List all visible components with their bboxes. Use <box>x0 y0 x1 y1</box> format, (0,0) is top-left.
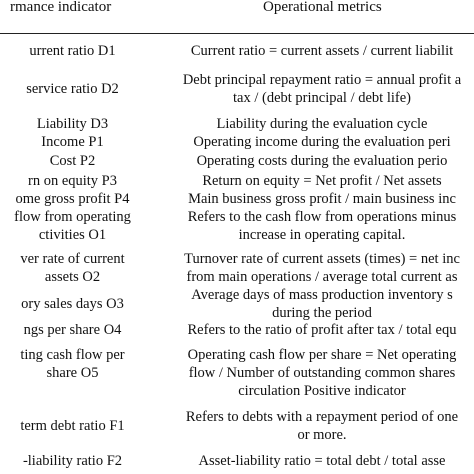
indicator-text: Liability D3 <box>36 116 109 132</box>
performance-indicator-cell <box>0 452 145 470</box>
indicator-text: rn on equity P3 <box>27 173 117 189</box>
performance-indicator-cell <box>0 295 145 313</box>
indicator-text: ngs per share O4 <box>23 322 122 338</box>
metric-text: Refers to debts with a repayment period of one <box>185 409 459 425</box>
operational-metric-cell <box>152 133 474 151</box>
performance-indicator-cell <box>0 208 145 244</box>
metric-text: Current ratio = current assets / current liabilit <box>190 43 454 59</box>
performance-indicator-cell <box>0 152 145 170</box>
performance-indicator-cell <box>0 80 145 98</box>
performance-indicator-cell <box>0 250 145 286</box>
operational-metric-cell <box>152 250 474 286</box>
indicator-text: ting cash flow per <box>20 347 125 363</box>
indicator-text: ory sales days O3 <box>21 296 124 312</box>
indicator-text: flow from operating <box>14 209 131 225</box>
indicator-text: ctivities O1 <box>38 227 107 243</box>
header-operational-metrics: Operational metrics <box>263 0 382 15</box>
indicator-text: assets O2 <box>44 269 101 285</box>
metric-text: Operating costs during the evaluation perio <box>196 153 448 169</box>
metric-text: Main business gross profit / main business inc <box>188 191 456 207</box>
operational-metric-cell <box>152 346 474 400</box>
indicator-text: share O5 <box>46 365 99 381</box>
performance-indicator-cell <box>0 417 145 435</box>
operational-metric-cell <box>152 408 474 444</box>
operational-metric-cell <box>152 115 474 133</box>
metric-text: Average days of mass production inventory s <box>191 287 453 303</box>
metric-text: Refers to the ratio of profit after tax / total equ <box>187 322 457 338</box>
metric-text: Refers to the cash flow from operations minus <box>187 209 457 225</box>
performance-indicator-cell <box>0 42 145 60</box>
metric-text: circulation Positive indicator <box>238 383 406 399</box>
metric-text: tax / (debt principal / debt life) <box>233 90 411 106</box>
metric-text: Turnover rate of current assets (times) = net inc <box>184 251 460 267</box>
operational-metric-cell <box>152 71 474 107</box>
operational-metric-cell <box>152 208 474 244</box>
operational-metric-cell <box>152 152 474 170</box>
indicator-text: ver rate of current <box>20 251 125 267</box>
operational-metric-cell <box>152 42 474 60</box>
metric-text: Operating cash flow per share = Net operating <box>187 347 457 363</box>
indicator-text: Cost P2 <box>49 153 96 169</box>
metric-text: Return on equity = Net profit / Net assets <box>202 173 442 189</box>
indicator-text: ome gross profit P4 <box>15 191 130 207</box>
header-divider <box>0 33 474 34</box>
metric-text: Liability during the evaluation cycle <box>216 116 428 132</box>
performance-indicator-cell <box>0 133 145 151</box>
performance-indicator-cell <box>0 190 145 208</box>
indicator-text: service ratio D2 <box>26 81 119 97</box>
indicator-text: Income P1 <box>41 134 104 150</box>
metric-text: Debt principal repayment ratio = annual profit a <box>182 72 462 88</box>
indicator-text: urrent ratio D1 <box>29 43 116 59</box>
metric-text: from main operations / average total current as <box>186 269 458 285</box>
operational-metric-cell <box>152 321 474 339</box>
indicator-text: -liability ratio F2 <box>22 453 123 469</box>
header-performance-indicator: rmance indicator <box>10 0 112 15</box>
operational-metric-cell <box>152 172 474 190</box>
performance-indicator-cell <box>0 115 145 133</box>
operational-metric-cell <box>152 452 474 470</box>
metric-text: during the period <box>272 305 372 321</box>
metric-text: or more. <box>297 427 347 443</box>
indicator-text: term debt ratio F1 <box>20 418 125 434</box>
performance-indicator-cell <box>0 321 145 339</box>
metric-text: Operating income during the evaluation peri <box>193 134 451 150</box>
operational-metric-cell <box>152 286 474 322</box>
performance-indicator-cell <box>0 172 145 190</box>
metric-text: increase in operating capital. <box>238 227 406 243</box>
metric-text: flow / Number of outstanding common shares <box>188 365 456 381</box>
performance-indicator-cell <box>0 346 145 382</box>
operational-metric-cell <box>152 190 474 208</box>
metric-text: Asset-liability ratio = total debt / total asse <box>198 453 446 469</box>
